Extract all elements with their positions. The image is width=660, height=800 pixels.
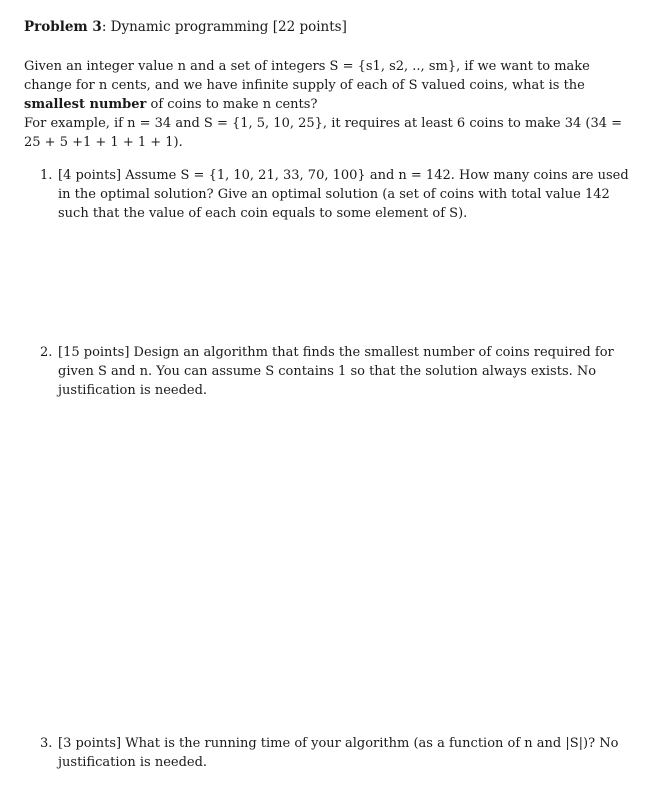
question-3 [40,734,630,772]
intro-bold-phrase: smallest number [24,97,147,112]
question-number: 3. [40,736,53,751]
problem-label: Problem 3 [24,19,102,35]
problem-intro [24,57,632,152]
question-number: 1. [40,168,53,183]
question-text: [3 points] What is the running time of your algorithm (as a function of n and |S|)? No justification is needed. [58,736,619,770]
intro-paragraph-1 [24,57,632,114]
intro-text-before-bold: Given an integer value n and a set of integers S = {s1, s2, .., sm}, if we want to make change for n cents, and we have infinite supply of each of S valued coins, what is the [24,59,590,93]
intro-text-after-bold: of coins to make n cents? [150,97,318,112]
question-2 [40,343,630,400]
question-number: 2. [40,345,53,360]
question-text: [15 points] Design an algorithm that finds the smallest number of coins required for given S and n. You can assume S contains 1 so that the solution always exists. No justification is needed. [58,345,614,398]
question-text: [4 points] Assume S = {1, 10, 21, 33, 70, 100} and n = 142. How many coins are used in the optimal solution? Give an optimal solution (a set of coins with total value 142 such that the value of each coin equals to some element of S). [58,168,629,221]
question-1 [40,166,630,223]
problem-title: : Dynamic programming [22 points] [101,19,347,35]
intro-paragraph-2: For example, if n = 34 and S = {1, 5, 10, 25}, it requires at least 6 coins to make 34 (34 = 25 + 5 +1 + 1 + 1 + 1). [24,116,623,150]
problem-heading [24,18,644,37]
